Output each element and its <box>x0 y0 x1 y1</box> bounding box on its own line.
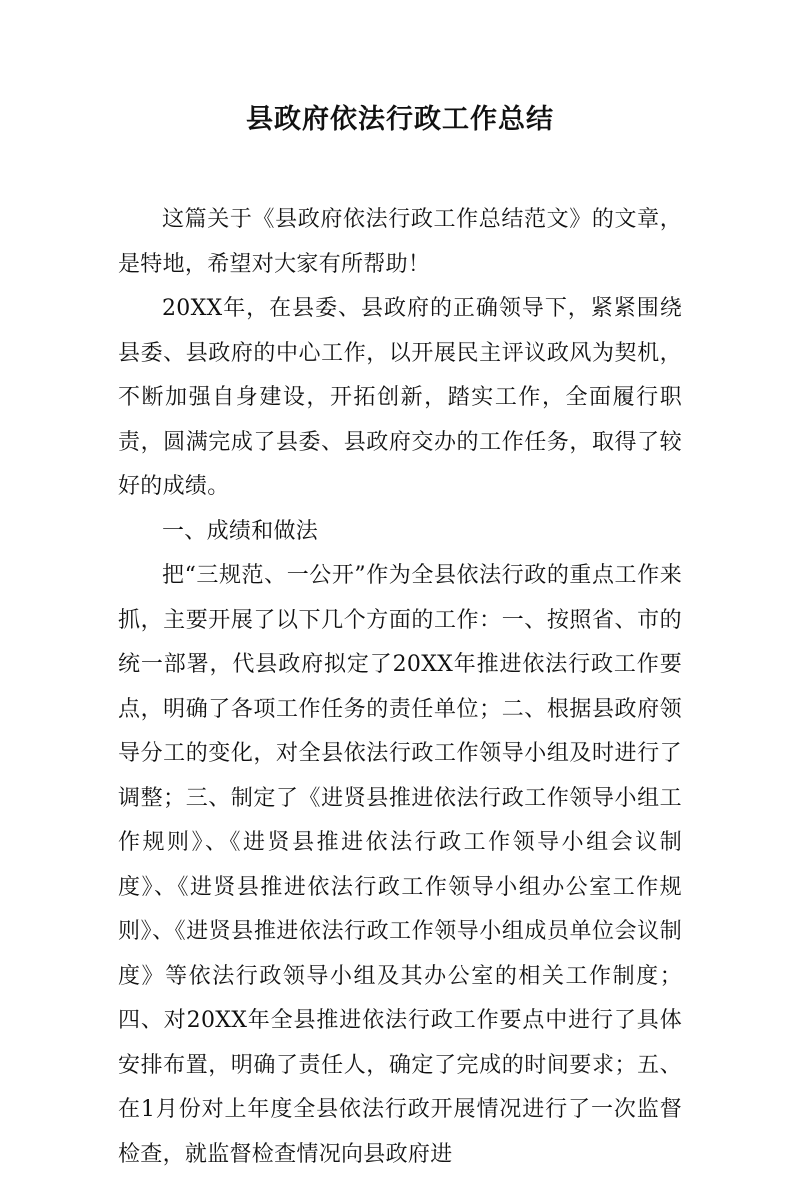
section-heading: 一、成绩和做法 <box>162 518 319 544</box>
intro-paragraph: 这篇关于《县政府依法行政工作总结范文》的文章，是特地，希望对大家有所帮助！ <box>118 207 682 277</box>
body-paragraph: 把“三规范、一公开”作为全县依法行政的重点工作来抓，主要开展了以下几个方面的工作：一、按照省、市的统一部署，代县政府拟定了20XX年推进依法行政工作要点，明确了各项工作任务的责任单位；二、根据县政府领导分工的变化，对全县依法行政工作领导小组及时进行了调整；三、制定了《进贤县推进依法行政工作领导小组工作规则》、《进贤县推进依法行政工作领导小组会议制度》、《进贤县推进依法行政工作领导小组办公室工作规则》、《进贤县推进依法行政工作领导小组成员单位会议制度》等依法行政领导小组及其办公室的相关工作制度；四、对20XX年全县推进依法行政工作要点中进行了具体安排布置，明确了责任人，确定了完成的时间要求；五、在1月份对上年度全县依法行政开展情况进行了一次监督检查，就监督检查情况向县政府进 <box>118 563 682 1167</box>
summary-paragraph: 20XX年，在县委、县政府的正确领导下，紧紧围绕县委、县政府的中心工作，以开展民主评议政风为契机，不断加强自身建设，开拓创新，踏实工作，全面履行职责，圆满完成了县委、县政府交办的工作任务，取得了较好的成绩。 <box>118 296 682 499</box>
document-title: 县政府依法行政工作总结 <box>246 104 554 135</box>
